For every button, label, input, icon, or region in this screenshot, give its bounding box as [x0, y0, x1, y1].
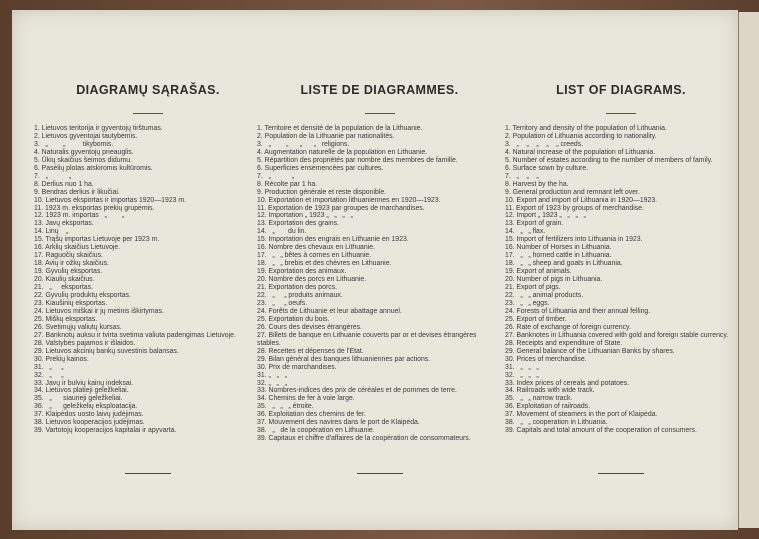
list-item: 21. Exportation des porcs.: [257, 284, 338, 292]
list-item: 33. Nombres-indices des prix de céréales et de pommes de terre.: [257, 387, 457, 395]
list-item: 19. Gyvulių eksportas.: [34, 268, 103, 276]
list-item: 3. „ „ „ „ „ creeds.: [505, 140, 584, 148]
list-item: 23. Kiaušinių eksportas.: [34, 299, 108, 307]
next-page-edge: [738, 12, 759, 528]
list-item: 16. Number of Horses in Lithuania.: [505, 244, 612, 252]
list-item: 18. „ „ sheep and goats in Lithuania.: [505, 260, 623, 268]
list-item: 36. Exploitation des chemins de fer.: [257, 411, 366, 419]
list-item: 5. Number of estates according to the number of members of family.: [505, 156, 713, 164]
list-item: 22. „ „ animal products.: [505, 292, 584, 300]
list-item: 36. „ geležkelių eksploatacija.: [34, 403, 138, 411]
list-item: 30. Prix de marchandises.: [257, 363, 337, 371]
title-rule: [133, 113, 163, 114]
list-item: 21. „ eksportas.: [34, 284, 93, 292]
list-item: 24. Forests of Lithuania and their annual felling.: [505, 307, 651, 315]
list-item: 15. Import of fertilizers into Lithuania in 1923.: [505, 236, 643, 244]
list-item: 33. Index prices of cereals and potatoes.: [505, 379, 630, 387]
list-item: 32. „ „ „: [257, 379, 287, 387]
list-item: 20. Kiaulių skaičius.: [34, 276, 95, 284]
list-item: 21. Export of pigs.: [505, 284, 561, 292]
list-item: 11. Exportation de 1923 par groupes de marchandises.: [257, 204, 425, 212]
list-item: 8. Harvest by the ha.: [505, 180, 569, 188]
list-item: 32. „ „: [34, 371, 64, 379]
list-item: 22. „ „ produits animaux.: [257, 292, 343, 300]
column-french: [257, 10, 502, 530]
list-item: 35. „ siaurieji geležkeliai.: [34, 395, 123, 403]
list-item: 4. Naturalis gyventojų prieauglis.: [34, 148, 134, 156]
list-item: 25. Export of timber.: [505, 315, 567, 323]
list-item: 5. Ūkių skaičius šeimos didumu.: [34, 156, 133, 164]
list-item: 4. Augmentation naturelle de la population en Lithuanie.: [257, 148, 428, 156]
column-title: LISTE DE DIAGRAMMES.: [300, 83, 459, 97]
list-item: 38. „ de la coopération en Lithuanie.: [257, 427, 375, 435]
list-item: 9. General production and remnant left over.: [505, 188, 640, 196]
list-item: 3. „ „ tikybomis.: [34, 140, 114, 148]
list-item: 16. Nombre des chevaux en Lithuanie.: [257, 244, 375, 252]
list-item: 34. Lietuvos platieji geležkeliai.: [34, 387, 129, 395]
list-item: 1. Lietuvos teritorija ir gyventojų tirštumas.: [34, 125, 163, 132]
list-item: 38. „ „ cooperation in Lithuania.: [505, 419, 608, 427]
column-english: [505, 10, 737, 530]
list-item: 27. Banknotų auksu ir tvirta svetima valiuta padengimas Lietuvoje.: [34, 331, 236, 339]
list-item: 6. Surface sown by culture.: [505, 164, 589, 172]
list-item: 24. Lietuvos miškai ir jų metinis iškirtymas.: [34, 307, 164, 315]
list-item: 10. Export and import of Lithuania in 1920—1923.: [505, 196, 658, 204]
list-item: 7. „ „: [34, 172, 72, 180]
list-item: 10. Exportation et importation lithuaniennes en 1920—1923.: [257, 196, 441, 204]
title-rule: [365, 113, 395, 114]
list-item: 12. 1923 m. importas „ „: [34, 212, 125, 220]
list-item: 31. „ „ „: [505, 363, 539, 371]
list-item: 17. „ „ bêtes à cornes en Lithuanie.: [257, 252, 372, 260]
document-page: [12, 10, 738, 530]
list-item: 39. Vartotojų kooperacijos kapitalai ir apyvarta.: [34, 427, 177, 435]
list-item: 33. Javų ir bulvių kainų indeksai.: [34, 379, 134, 387]
list-item: 6. Pasėlių plotas atskiromis kultūromis.: [34, 164, 153, 172]
list-item: 36. Exploitation of railroads.: [505, 403, 591, 411]
column-title: LIST OF DIAGRAMS.: [556, 83, 686, 97]
list-item: 31. „ „: [34, 363, 64, 371]
list-item: 37. Movement of steamers in the port of Klaipėda.: [505, 411, 658, 419]
list-item: 1. Territory and density of the population of Lithuania.: [505, 125, 667, 132]
list-item: 32. „ „ „: [505, 371, 539, 379]
list-item: 25. Miškų eksportas.: [34, 315, 98, 323]
list-item: 12. Importation „ 1923 „ „ „ „: [257, 212, 353, 220]
list-item: 29. Bilan général des banques lithuaniennes par actions.: [257, 355, 431, 363]
list-item: 19. Exportation des animaux.: [257, 268, 347, 276]
list-item: 17. „ „ horned cattle in Lithuania.: [505, 252, 612, 260]
list-item: 28. Recettes et dépenses de l'Etat.: [257, 347, 364, 355]
list-item: 26. Cours des devises étrangères.: [257, 323, 362, 331]
list-item: 34. Chemins de fer à voie large.: [257, 395, 355, 403]
list-item: 15. Trąšų importas Lietuvoje per 1923 m.: [34, 236, 160, 244]
footer-rule: [357, 473, 403, 474]
column-title: DIAGRAMŲ SĄRAŠAS.: [76, 83, 220, 97]
list-item: 26. Rate of exchange of foreign currency.: [505, 323, 631, 331]
list-item: 19. Export of animals.: [505, 268, 572, 276]
list-item: 2. Population of Lithuania according to nationality.: [505, 132, 657, 140]
list-item: 30. Prekių kainos.: [34, 355, 89, 363]
list-item: 15. Importation des engrais en Lithuanie en 1923.: [257, 236, 409, 244]
diagram-list: [34, 125, 262, 435]
list-item: 22. Gyvulių produktų eksportas.: [34, 292, 131, 300]
list-item: 16. Arklių skaičius Lietuvoje.: [34, 244, 121, 252]
list-item: 27. Banknotes in Lithuania covered with gold and foreign stable currency.: [505, 331, 729, 339]
list-item: 20. Nombre des porcs en Lithuanie.: [257, 276, 367, 284]
list-item: 31. „ „ „: [257, 371, 287, 379]
diagram-list: [505, 125, 737, 435]
list-item: 13. Exportation des grains.: [257, 220, 339, 228]
diagram-list: [257, 125, 502, 443]
list-item: 38. Lietuvos kooperacijos judėjimas.: [34, 419, 145, 427]
list-item: 10. Lietuvos eksportas ir importas 1920—1923 m.: [34, 196, 187, 204]
list-item: 14. „ „ flax.: [505, 228, 546, 236]
list-item: 23. „ „ eggs.: [505, 299, 550, 307]
list-item: 14. „ du lin.: [257, 228, 307, 236]
list-item: 39. Capitaux et chiffre d'affaires de la coopération de consommateurs.: [257, 435, 471, 443]
list-item: 9. Bendras derlius ir likučiai.: [34, 188, 120, 196]
list-item: 11. Export of 1923 by groups of merchandise.: [505, 204, 644, 212]
footer-rule: [598, 473, 644, 474]
list-item: 7. „ „: [257, 172, 295, 180]
list-item: 11. 1923 m. eksportas prekių grupėmis.: [34, 204, 155, 212]
list-item: 35. „ „ narrow track.: [505, 395, 573, 403]
list-item: 28. Receipts and expenditure of State.: [505, 339, 623, 347]
column-lithuanian: [34, 10, 262, 530]
list-item: 20. Number of pigs in Lithuania.: [505, 276, 603, 284]
list-item: 13. Export of grain.: [505, 220, 564, 228]
list-item: 35. „ „ „ étroite.: [257, 403, 314, 411]
list-item: 17. Raguočių skaičius.: [34, 252, 103, 260]
list-item: 25. Exportation du bois.: [257, 315, 330, 323]
list-item: 2. Population de la Lithuanie par nationalités.: [257, 132, 395, 140]
list-item: 34. Railroads with wide track.: [505, 387, 595, 395]
list-item: 8. Derlius nuo 1 ha.: [34, 180, 94, 188]
list-item: 24. Forêts de Lithuanie et leur abattage annuel.: [257, 307, 402, 315]
list-item: 30. Prices of merchandise.: [505, 355, 587, 363]
list-item: 37. Klaipėdos uosto laivų judėjimas.: [34, 411, 144, 419]
list-item: 13. Javų eksportas.: [34, 220, 94, 228]
list-item: 4. Natural increase of the population of Lithuania.: [505, 148, 656, 156]
list-item: 1. Territoire et densité de la population de la Lithuanie.: [257, 125, 423, 132]
list-item: 26. Svetimųjų valiutų kursas.: [34, 323, 122, 331]
list-item: 27. Billets de banque en Lithuanie couverts par or et devises étrangères stables.: [257, 331, 479, 347]
list-item: 28. Valstybės pajamos ir išlaidos.: [34, 339, 136, 347]
list-item: 14. Linų „: [34, 228, 69, 236]
list-item: 18. „ „ brebis et des chèvres en Lithuanie.: [257, 260, 392, 268]
list-item: 2. Lietuvos gyventojai tautybėmis.: [34, 132, 138, 140]
list-item: 5. Répartition des propriétés par nombre des membres de famille.: [257, 156, 458, 164]
list-item: 6. Superficies ensemencées par cultures.: [257, 164, 384, 172]
list-item: 8. Récolte par 1 ha.: [257, 180, 318, 188]
list-item: 37. Mouvement des navires dans le port de Klaipėda.: [257, 419, 420, 427]
list-item: 29. Lietuvos akcinių bankų suvestinis balansas.: [34, 347, 179, 355]
list-item: 3. „ „ „ „ religions.: [257, 140, 350, 148]
list-item: 23. „ „ oeufs.: [257, 299, 308, 307]
list-item: 9. Production générale et reste disponible.: [257, 188, 387, 196]
list-item: 18. Avių ir ožkų skaičius.: [34, 260, 109, 268]
list-item: 12. Import „ 1923 „ „ „ „: [505, 212, 586, 220]
footer-rule: [125, 473, 171, 474]
list-item: 7. „ „ „: [505, 172, 539, 180]
list-item: 39. Capitals and total amount of the cooperation of consumers.: [505, 427, 697, 435]
list-item: 29. General balance of the Lithuanian Banks by shares.: [505, 347, 675, 355]
title-rule: [606, 113, 636, 114]
